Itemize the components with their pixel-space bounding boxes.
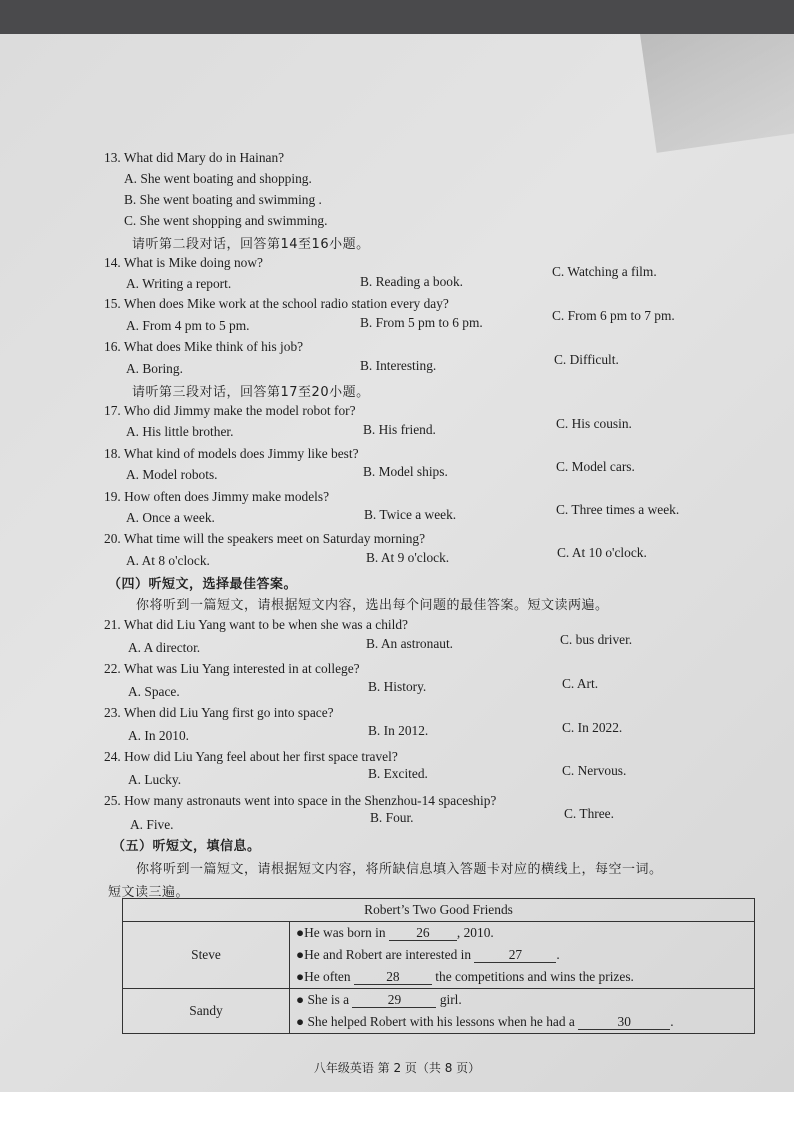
steve-line-2: ●He and Robert are interested in 27 .: [296, 947, 560, 962]
section-4-title: （四）听短文，选择最佳答案。: [108, 577, 298, 592]
option-13b: B. She went boating and swimming .: [124, 192, 322, 207]
option-18c: C. Model cars.: [556, 459, 635, 474]
option-13a: A. She went boating and shopping.: [124, 171, 312, 186]
question-13: 13. What did Mary do in Hainan?: [104, 150, 285, 165]
question-20: 20. What time will the speakers meet on Saturday morning?: [104, 531, 426, 546]
option-18a: A. Model robots.: [126, 467, 218, 482]
option-23c: C. In 2022.: [562, 720, 623, 735]
answer-blank-26[interactable]: 26: [389, 926, 457, 941]
sandy-line-1: ● She is a 29 girl.: [296, 992, 462, 1007]
option-23a: A. In 2010.: [128, 728, 189, 743]
option-21c: C. bus driver.: [560, 632, 633, 647]
option-24b: B. Excited.: [368, 766, 428, 781]
option-25a: A. Five.: [130, 817, 174, 832]
option-21a: A. A director.: [128, 640, 201, 655]
option-25c: C. Three.: [564, 806, 614, 821]
option-18b: B. Model ships.: [363, 464, 448, 479]
option-17b: B. His friend.: [363, 422, 436, 437]
question-14: 14. What is Mike doing now?: [104, 255, 263, 270]
answer-blank-27[interactable]: 27: [474, 948, 556, 963]
option-22a: A. Space.: [128, 684, 180, 699]
friend-name-steve: Steve: [123, 922, 290, 989]
option-23b: B. In 2012.: [368, 723, 429, 738]
option-16c: C. Difficult.: [554, 352, 619, 367]
page-content: [0, 34, 794, 1092]
question-19: 19. How often does Jimmy make models?: [104, 489, 330, 504]
option-20c: C. At 10 o'clock.: [557, 545, 647, 560]
option-14c: C. Watching a film.: [552, 264, 657, 279]
option-25b: B. Four.: [370, 810, 414, 825]
option-14a: A. Writing a report.: [126, 276, 232, 291]
option-13c: C. She went shopping and swimming.: [124, 213, 328, 228]
option-15c: C. From 6 pm to 7 pm.: [552, 308, 675, 323]
option-24a: A. Lucky.: [128, 772, 182, 787]
option-14b: B. Reading a book.: [360, 274, 464, 289]
option-21b: B. An astronaut.: [366, 636, 454, 651]
option-19a: A. Once a week.: [126, 510, 215, 525]
option-24c: C. Nervous.: [562, 763, 627, 778]
option-22b: B. History.: [368, 679, 427, 694]
option-19c: C. Three times a week.: [556, 502, 680, 517]
photo-background-top: [0, 0, 794, 34]
steve-line-3: ●He often 28 the competitions and wins the prizes.: [296, 969, 634, 984]
section-5-desc-2: 短文读三遍。: [108, 885, 190, 900]
steve-info: [290, 922, 755, 989]
exam-page: [0, 34, 794, 1092]
section-5-desc: 你将听到一篇短文，请根据短文内容，将所缺信息填入答题卡对应的横线上，每空一词。: [136, 862, 663, 877]
option-20b: B. At 9 o'clock.: [366, 550, 450, 565]
option-22c: C. Art.: [562, 676, 599, 691]
option-17c: C. His cousin.: [556, 416, 632, 431]
sandy-info: [290, 989, 755, 1034]
option-17a: A. His little brother.: [126, 424, 234, 439]
table-title: Robert’s Two Good Friends: [123, 899, 755, 922]
answer-blank-30[interactable]: 30: [578, 1015, 670, 1030]
instruction-part2: 请听第二段对话，回答第14至16小题。: [132, 237, 370, 252]
question-21: 21. What did Liu Yang want to be when she was a child?: [104, 617, 408, 632]
instruction-part3: 请听第三段对话，回答第17至20小题。: [132, 385, 370, 400]
friend-name-sandy: Sandy: [123, 989, 290, 1034]
section-4-desc: 你将听到一篇短文，请根据短文内容，选出每个问题的最佳答案。短文读两遍。: [136, 598, 609, 613]
page-footer: 八年级英语 第 2 页（共 8 页）: [313, 1061, 481, 1075]
question-24: 24. How did Liu Yang feel about her first space travel?: [104, 749, 398, 764]
option-15b: B. From 5 pm to 6 pm.: [360, 315, 483, 330]
question-16: 16. What does Mike think of his job?: [104, 339, 304, 354]
answer-blank-28[interactable]: 28: [354, 970, 432, 985]
question-18: 18. What kind of models does Jimmy like best?: [104, 446, 359, 461]
question-17: 17. Who did Jimmy make the model robot for?: [104, 403, 356, 418]
photo-background-bottom: [0, 1092, 794, 1124]
question-25: 25. How many astronauts went into space in the Shenzhou-14 spaceship?: [104, 793, 497, 808]
info-table: [122, 898, 755, 1034]
section-5-title: （五）听短文，填信息。: [112, 839, 261, 854]
option-16b: B. Interesting.: [360, 358, 437, 373]
question-15: 15. When does Mike work at the school radio station every day?: [104, 296, 449, 311]
option-15a: A. From 4 pm to 5 pm.: [126, 318, 250, 333]
option-20a: A. At 8 o'clock.: [126, 553, 210, 568]
question-23: 23. When did Liu Yang first go into space?: [104, 705, 334, 720]
steve-line-1: ●He was born in 26 , 2010.: [296, 925, 494, 940]
option-16a: A. Boring.: [126, 361, 183, 376]
answer-blank-29[interactable]: 29: [352, 993, 436, 1008]
sandy-line-2: ● She helped Robert with his lessons when he had a 30 .: [296, 1014, 674, 1029]
option-19b: B. Twice a week.: [364, 507, 457, 522]
question-22: 22. What was Liu Yang interested in at college?: [104, 661, 360, 676]
